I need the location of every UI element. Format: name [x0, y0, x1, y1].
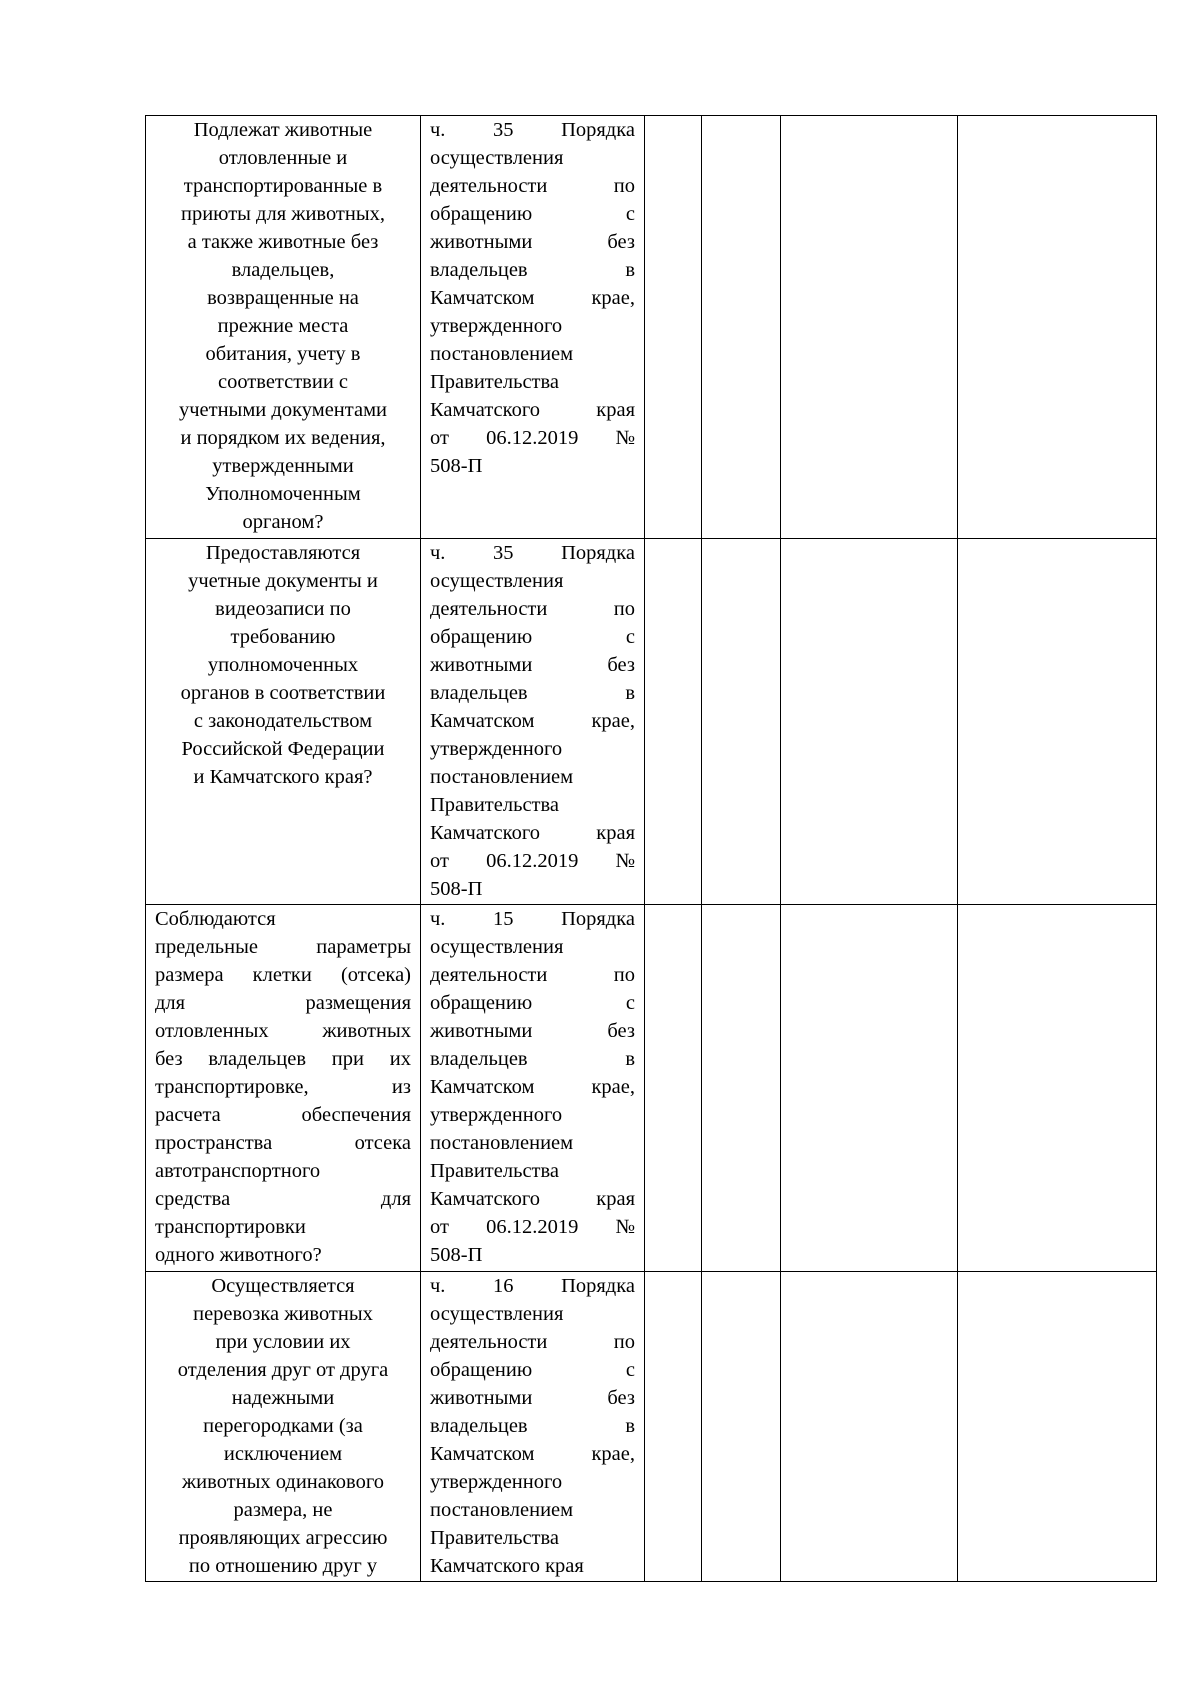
empty-cell [781, 116, 958, 539]
text-line: постановлением [430, 1132, 574, 1154]
text-line: при условии их [215, 1331, 351, 1353]
text-line: от 06.12.2019 № [430, 1216, 635, 1238]
text-line: Предоставляются [205, 542, 361, 564]
empty-cell [702, 539, 781, 905]
text-line: обращению с [430, 626, 635, 648]
text-line: деятельности по [430, 598, 635, 620]
text-line: проявляющих агрессию [178, 1527, 388, 1549]
text-line: ч. 35 Порядка [430, 542, 635, 564]
text-line: Правительства [430, 1160, 560, 1182]
text-line: деятельности по [430, 964, 635, 986]
text-line: обитания, учету в [205, 343, 361, 365]
text-line: постановлением [430, 766, 574, 788]
question-cell [146, 539, 421, 905]
empty-cell [781, 905, 958, 1272]
text-line: 508-П [430, 878, 483, 900]
text-line: а также животные без [187, 231, 379, 253]
checklist-table [145, 115, 1157, 1582]
text-line: Российской Федерации [181, 738, 385, 760]
text-line: требованию [230, 626, 336, 648]
text-line: расчета обеспечения [155, 1104, 411, 1126]
table-row [146, 539, 1157, 905]
question-cell [146, 116, 421, 539]
text-line: возвращенные на [207, 287, 359, 309]
reference-cell [421, 116, 645, 539]
text-line: надежными [231, 1387, 335, 1409]
text-line: владельцев, [231, 259, 335, 281]
empty-cell [958, 905, 1157, 1272]
text-line: ч. 35 Порядка [430, 119, 635, 141]
empty-cell [645, 116, 702, 539]
text-line: Правительства [430, 371, 560, 393]
text-line: ч. 15 Порядка [430, 908, 635, 930]
text-line: осуществления [430, 1303, 564, 1325]
text-line: Соблюдаются [155, 908, 276, 930]
text-line: животными без [430, 654, 635, 676]
text-line: владельцев в [430, 1415, 635, 1437]
text-line: 508-П [430, 455, 483, 477]
text-line: прежние места [217, 315, 349, 337]
empty-cell [702, 905, 781, 1272]
text-line: от 06.12.2019 № [430, 850, 635, 872]
text-line: владельцев в [430, 1048, 635, 1070]
reference-cell [421, 539, 645, 905]
text-line: размера клетки (отсека) [155, 964, 411, 986]
text-line: Камчатском крае, [430, 1443, 635, 1465]
text-line: автотранспортного [155, 1160, 321, 1182]
text-line: без владельцев при их [155, 1048, 411, 1070]
text-line: утвержденного [430, 738, 563, 760]
text-line: и Камчатского края? [193, 766, 373, 788]
text-line: владельцев в [430, 682, 635, 704]
text-line: владельцев в [430, 259, 635, 281]
text-line: осуществления [430, 936, 564, 958]
text-line: обращению с [430, 1359, 635, 1381]
empty-cell [781, 539, 958, 905]
text-line: утвержденного [430, 1471, 563, 1493]
reference-cell [421, 1272, 645, 1582]
text-line: размера, не [233, 1499, 333, 1521]
empty-cell [958, 539, 1157, 905]
text-line: одного животного? [155, 1244, 322, 1266]
empty-cell [781, 1272, 958, 1582]
text-line: и порядком их ведения, [180, 427, 386, 449]
empty-cell [645, 539, 702, 905]
text-line: исключением [223, 1443, 343, 1465]
text-line: органов в соответствии [180, 682, 386, 704]
text-line: животными без [430, 1387, 635, 1409]
text-line: Правительства [430, 1527, 560, 1549]
text-line: по отношению друг у [188, 1555, 378, 1577]
empty-cell [702, 116, 781, 539]
text-line: соответствии с [217, 371, 349, 393]
text-line: перевозка животных [193, 1303, 373, 1325]
text-line: животных одинакового [182, 1471, 384, 1493]
text-line: деятельности по [430, 1331, 635, 1353]
table-row [146, 1272, 1157, 1582]
table-row [146, 116, 1157, 539]
text-line: учетные документы и [188, 570, 378, 592]
text-line: обращению с [430, 203, 635, 225]
text-line: Камчатском крае, [430, 1076, 635, 1098]
text-line: Камчатского края [430, 822, 635, 844]
text-line: осуществления [430, 147, 564, 169]
empty-cell [645, 905, 702, 1272]
text-line: транспортировке, из [155, 1076, 411, 1098]
text-line: перегородками (за [203, 1415, 363, 1437]
text-line: утвержденными [212, 455, 354, 477]
text-line: Подлежат животные [193, 119, 373, 141]
question-cell [146, 1272, 421, 1582]
text-line: отловленных животных [155, 1020, 411, 1042]
text-line: постановлением [430, 1499, 574, 1521]
text-line: для размещения [155, 992, 411, 1014]
text-line: осуществления [430, 570, 564, 592]
text-line: транспортировки [155, 1216, 306, 1238]
text-line: отделения друг от друга [177, 1359, 389, 1381]
text-line: уполномоченных [207, 654, 359, 676]
text-line: ч. 16 Порядка [430, 1275, 635, 1297]
text-line: органом? [242, 511, 324, 533]
text-line: постановлением [430, 343, 574, 365]
text-line: обращению с [430, 992, 635, 1014]
empty-cell [645, 1272, 702, 1582]
text-line: животными без [430, 1020, 635, 1042]
text-line: учетными документами [178, 399, 388, 421]
text-line: 508-П [430, 1244, 483, 1266]
question-cell [146, 905, 421, 1272]
reference-cell [421, 905, 645, 1272]
text-line: Правительства [430, 794, 560, 816]
text-line: приюты для животных, [180, 203, 386, 225]
text-line: деятельности по [430, 175, 635, 197]
text-line: пространства отсека [155, 1132, 411, 1154]
text-line: от 06.12.2019 № [430, 427, 635, 449]
text-line: Камчатского края [430, 1555, 584, 1577]
text-line: Камчатского края [430, 1188, 635, 1210]
empty-cell [958, 1272, 1157, 1582]
text-line: транспортированные в [183, 175, 383, 197]
text-line: Камчатском крае, [430, 710, 635, 732]
table-row [146, 905, 1157, 1272]
text-line: утвержденного [430, 1104, 563, 1126]
text-line: с законодательством [193, 710, 373, 732]
text-line: видеозаписи по [215, 598, 351, 620]
text-line: животными без [430, 231, 635, 253]
empty-cell [702, 1272, 781, 1582]
text-line: предельные параметры [155, 936, 411, 958]
text-line: утвержденного [430, 315, 563, 337]
empty-cell [958, 116, 1157, 539]
text-line: Осуществляется [211, 1275, 355, 1297]
text-line: Камчатского края [430, 399, 635, 421]
text-line: средства для [155, 1188, 411, 1210]
text-line: отловленные и [218, 147, 348, 169]
text-line: Уполномоченным [205, 483, 361, 505]
text-line: Камчатском крае, [430, 287, 635, 309]
